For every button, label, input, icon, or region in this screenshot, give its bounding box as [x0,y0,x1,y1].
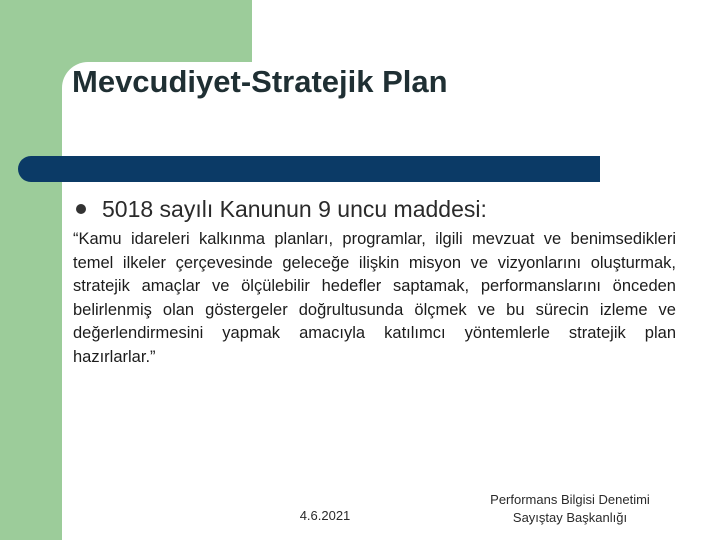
slide-title: Mevcudiyet-Stratejik Plan [72,64,448,99]
bullet-dot-icon [76,204,86,214]
footer-organization [470,491,670,527]
law-quote: “Kamu idareleri kalkınma planları, programlar, ilgili mevzuat ve benimsedikleri temel ilkeler çerçevesinde geleceğe ilişkin misyon ve vizyonlarını oluşturmak, stratejik amaçlar ve ölçülebilir hedefler saptamak, performanslarını önceden belirlenmiş olan göstergeler doğrultusunda ölçmek ve bu sürecin izleme ve değerlendirmesini yapmak amacıyla katılımcı yöntemlerle stratejik plan hazırlarlar.” [73,230,676,366]
footer-org-line-1: Performans Bilgisi Denetimi [490,492,650,507]
bullet-item [76,192,487,226]
bullet-text: 5018 sayılı Kanunun 9 uncu maddesi: [102,195,487,222]
footer-org-line-2: Sayıştay Başkanlığı [512,510,628,525]
title-divider-bar [40,156,600,182]
footer-date: 4.6.2021 [299,508,351,523]
